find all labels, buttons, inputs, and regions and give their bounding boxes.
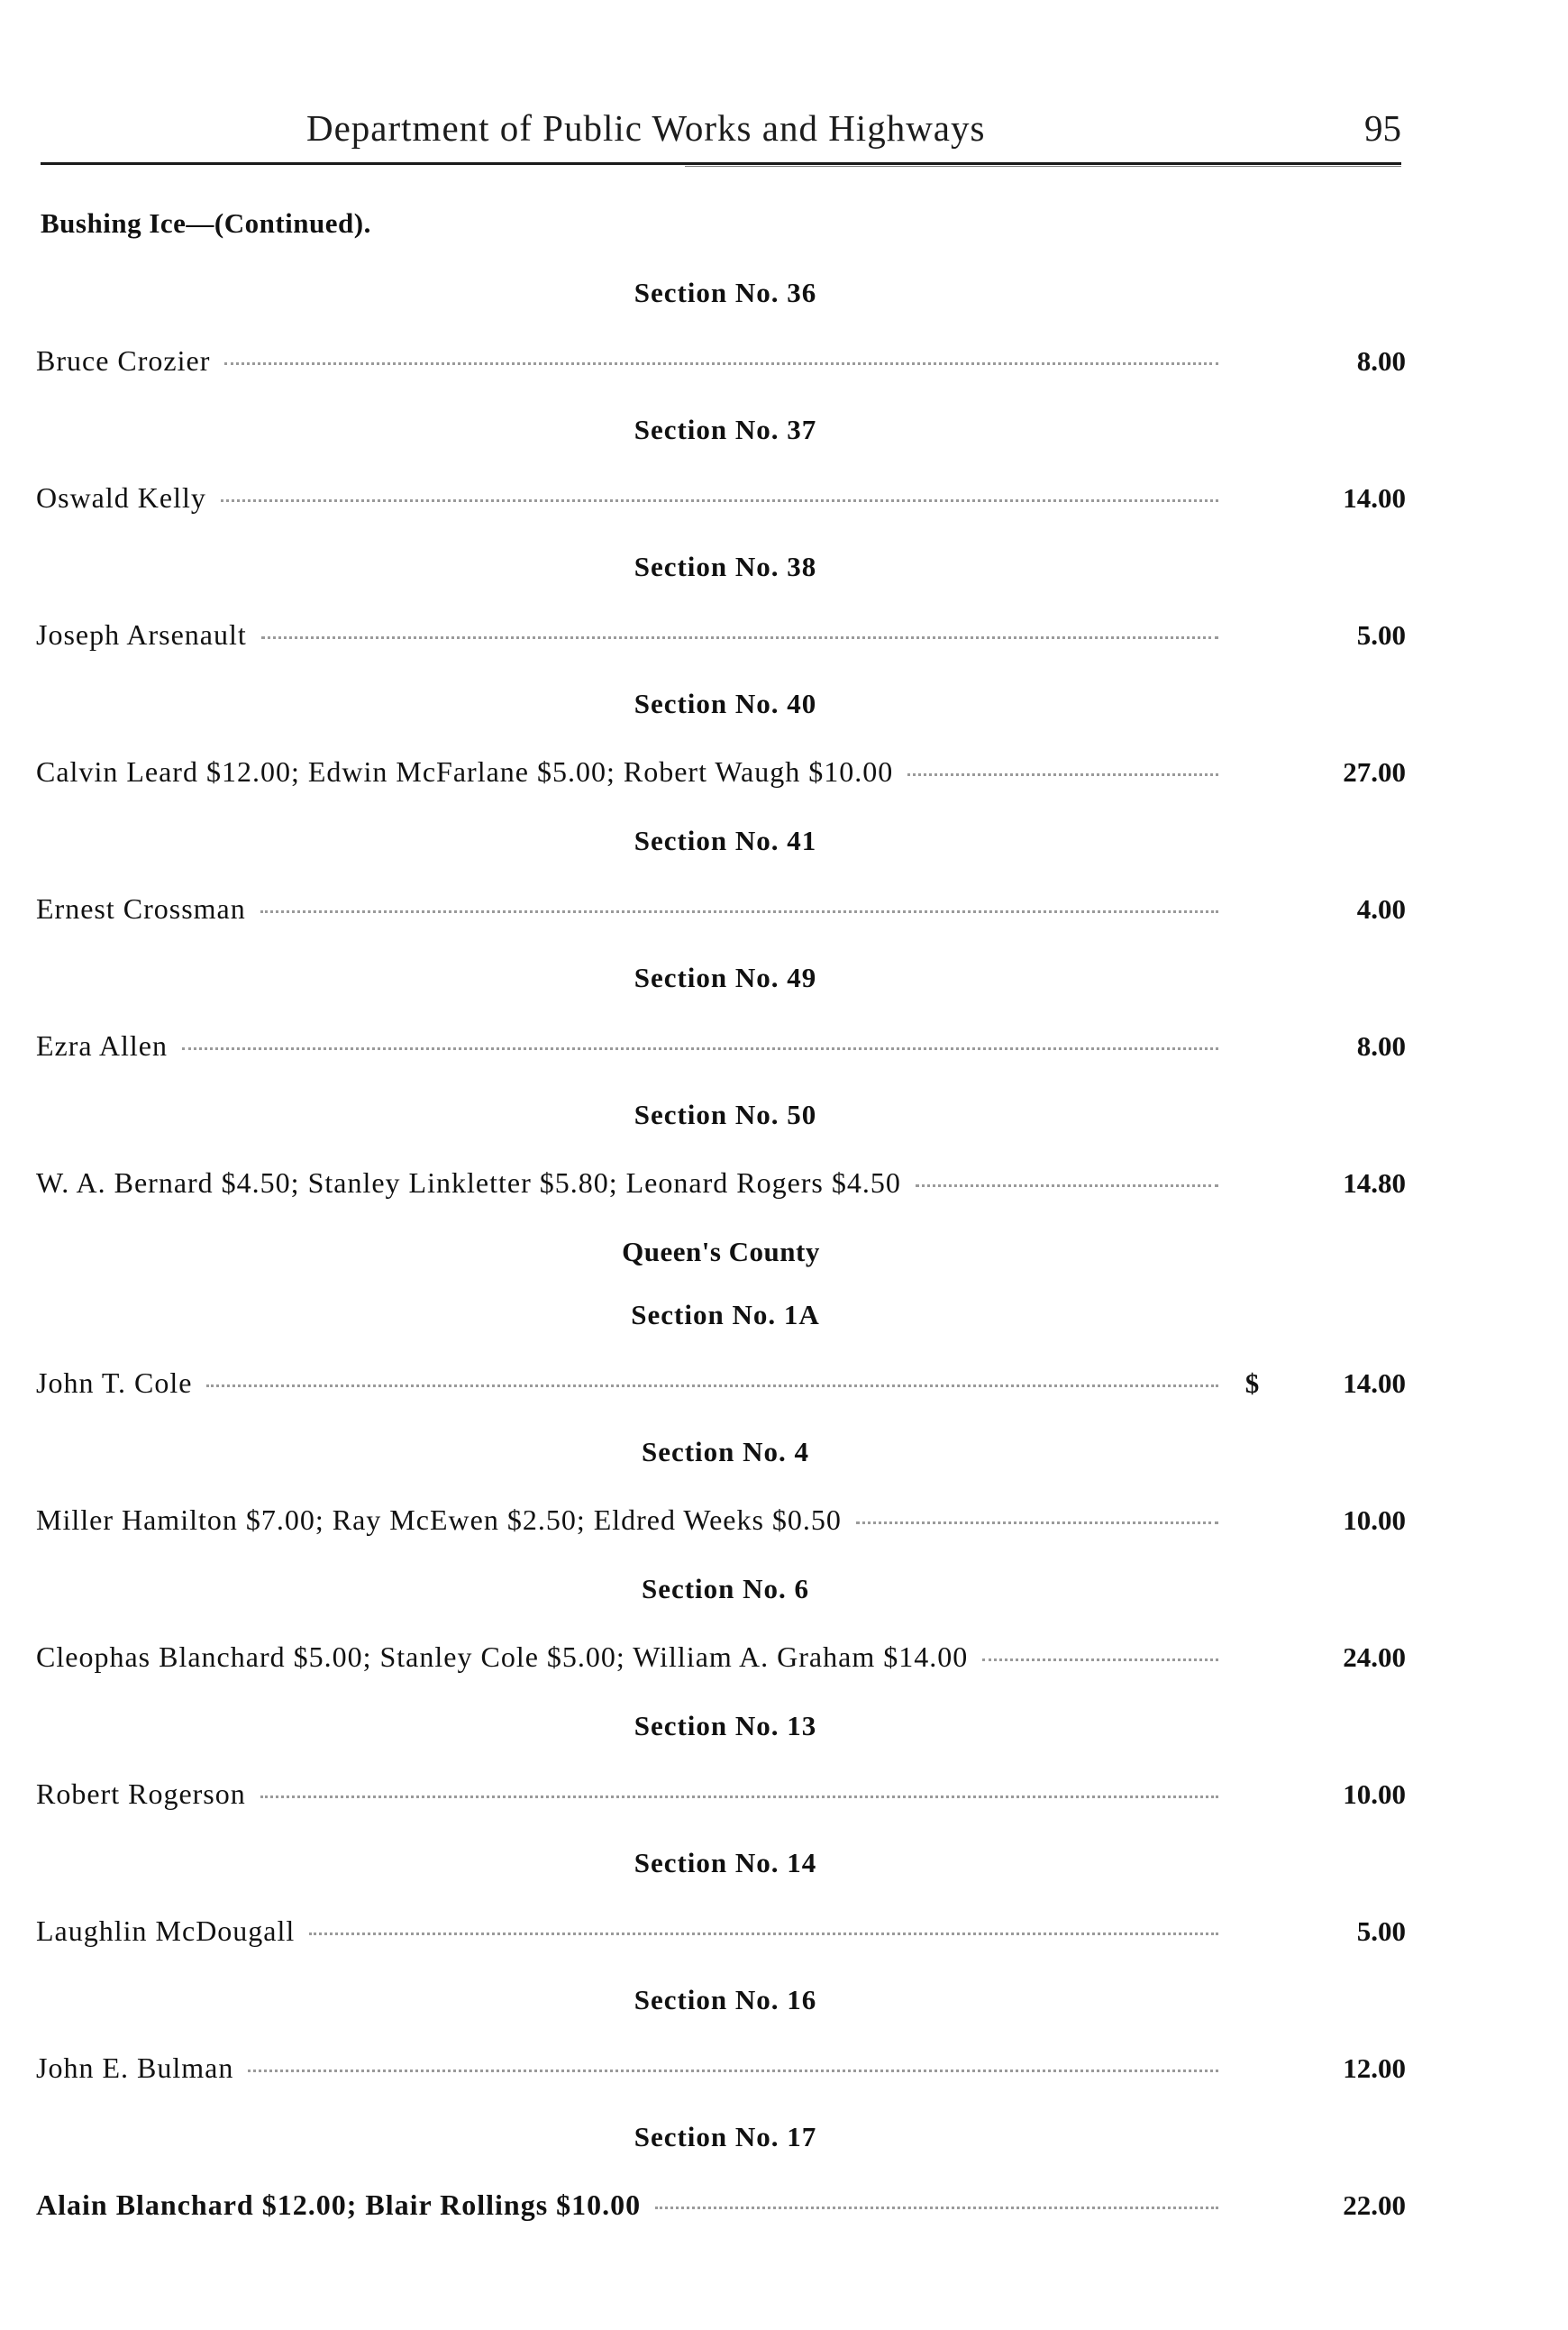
- dot-leader: [182, 1047, 1218, 1050]
- currency-symbol: $: [1244, 1367, 1261, 1399]
- section-heading: Section No. 38: [634, 551, 817, 582]
- ledger-entry: [36, 2036, 1406, 2110]
- section-heading: Section No. 17: [634, 2121, 817, 2152]
- ledger-entry: [36, 329, 1406, 403]
- entry-names: Robert Rogerson: [36, 1777, 246, 1810]
- page-title: Department of Public Works and Highways: [306, 107, 986, 149]
- entry-names: Alain Blanchard $12.00; Blair Rollings $10.00: [36, 2188, 642, 2221]
- section-heading: Section No. 6: [641, 1573, 810, 1604]
- dot-leader: [221, 499, 1218, 502]
- section-heading: Section No. 41: [634, 825, 817, 856]
- entry-amount: 12.00: [1343, 2052, 1406, 2084]
- dot-leader: [309, 1933, 1218, 1935]
- ledger-entry: [36, 603, 1406, 677]
- dot-leader: [248, 2070, 1218, 2072]
- entry-amount: 14.00: [1343, 482, 1406, 514]
- ledger-entry: [36, 1351, 1406, 1425]
- entry-amount: 5.00: [1356, 1915, 1406, 1947]
- section-heading: Section No. 13: [634, 1710, 817, 1741]
- ledger-entry: [36, 1014, 1406, 1088]
- entry-amount: 22.00: [1343, 2189, 1406, 2221]
- section-heading: Section No. 4: [641, 1436, 810, 1467]
- entry-amount: 14.00: [1343, 1367, 1406, 1399]
- header-rule: [41, 162, 1401, 165]
- entry-names: Laughlin McDougall: [36, 1914, 296, 1947]
- ledger-entry: [36, 1488, 1406, 1562]
- entry-amount: 10.00: [1343, 1778, 1406, 1810]
- dot-leader: [224, 362, 1218, 365]
- dot-leader: [916, 1184, 1218, 1187]
- entry-names: Joseph Arsenault: [36, 618, 247, 651]
- dot-leader: [907, 773, 1218, 776]
- entry-amount: 8.00: [1356, 1030, 1406, 1062]
- entry-amount: 8.00: [1356, 345, 1406, 377]
- entry-names: Cleophas Blanchard $5.00; Stanley Cole $5.00; William A. Graham $14.00: [36, 1640, 969, 1673]
- entry-amount: 10.00: [1343, 1504, 1406, 1536]
- county-heading: Queen's County: [622, 1236, 820, 1267]
- ledger-entry: [36, 1625, 1406, 1699]
- dot-leader: [261, 636, 1218, 639]
- ledger-entry: [36, 466, 1406, 540]
- dot-leader: [260, 1795, 1218, 1798]
- continued-subtitle: Bushing Ice—(Continued).: [41, 207, 371, 239]
- section-heading: Section No. 49: [634, 962, 817, 993]
- header-rule-thin: [685, 166, 1401, 167]
- section-heading: Section No. 50: [634, 1099, 817, 1130]
- section-heading: Section No. 16: [634, 1984, 817, 2015]
- entry-names: W. A. Bernard $4.50; Stanley Linkletter $5.80; Leonard Rogers $4.50: [36, 1166, 901, 1199]
- section-heading: Section No. 40: [634, 688, 817, 719]
- entry-amount: 5.00: [1356, 619, 1406, 651]
- entry-names: John E. Bulman: [36, 2051, 234, 2084]
- entry-names: Bruce Crozier: [36, 344, 211, 377]
- dot-leader: [260, 910, 1218, 913]
- ledger-content: [36, 266, 1406, 2247]
- dot-leader: [206, 1384, 1218, 1387]
- section-heading: Section No. 37: [634, 414, 817, 445]
- entry-names: Ernest Crossman: [36, 892, 246, 925]
- dot-leader: [982, 1658, 1218, 1661]
- page-number: 95: [1364, 107, 1401, 149]
- entry-names: Miller Hamilton $7.00; Ray McEwen $2.50; Eldred Weeks $0.50: [36, 1503, 842, 1536]
- ledger-entry: [36, 1899, 1406, 1973]
- page-header: [41, 106, 1401, 169]
- dot-leader: [655, 2207, 1218, 2209]
- section-heading: Section No. 36: [634, 277, 817, 308]
- entry-names: Ezra Allen: [36, 1029, 168, 1062]
- ledger-entry: [36, 1151, 1406, 1225]
- ledger-entry: [36, 2173, 1406, 2247]
- dot-leader: [856, 1521, 1218, 1524]
- entry-names: John T. Cole: [36, 1366, 193, 1399]
- ledger-entry: [36, 877, 1406, 951]
- entry-amount: 4.00: [1356, 893, 1406, 925]
- ledger-entry: [36, 1762, 1406, 1836]
- entry-names: Oswald Kelly: [36, 481, 206, 514]
- entry-amount: 14.80: [1343, 1167, 1406, 1199]
- ledger-entry: [36, 740, 1406, 814]
- section-heading: Section No. 14: [634, 1847, 817, 1878]
- section-heading: Section No. 1A: [631, 1299, 820, 1330]
- entry-amount: 24.00: [1343, 1641, 1406, 1673]
- entry-names: Calvin Leard $12.00; Edwin McFarlane $5.00; Robert Waugh $10.00: [36, 755, 894, 788]
- entry-amount: 27.00: [1343, 756, 1406, 788]
